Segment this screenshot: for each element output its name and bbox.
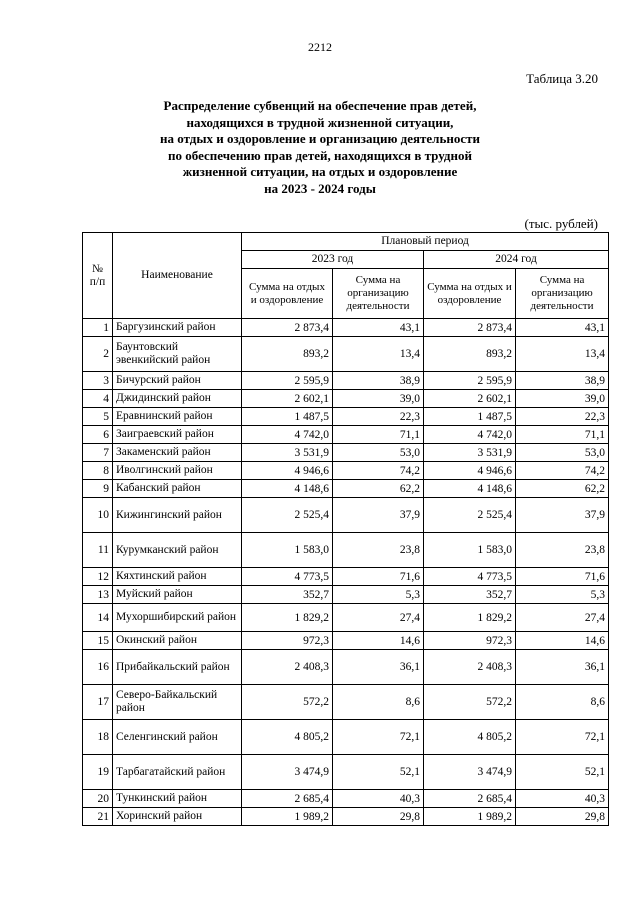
rest-2023-value: 4 946,6 xyxy=(242,462,333,480)
rest-2023-value: 972,3 xyxy=(242,632,333,650)
district-name: Иволгинский район xyxy=(113,462,242,480)
org-2023-value: 71,1 xyxy=(333,426,424,444)
district-name: Тарбагатайский район xyxy=(113,755,242,790)
district-name: Баргузинский район xyxy=(113,319,242,337)
row-number: 11 xyxy=(83,533,113,568)
table-row xyxy=(83,685,609,720)
org-2023-value: 72,1 xyxy=(333,720,424,755)
title-line: на отдых и оздоровление и организацию деятельности xyxy=(160,131,480,147)
district-name: Селенгинский район xyxy=(113,720,242,755)
table-row xyxy=(83,319,609,337)
rest-2024-value: 2 602,1 xyxy=(424,390,516,408)
district-name: Окинский район xyxy=(113,632,242,650)
row-number: 21 xyxy=(83,808,113,826)
rest-2023-value: 1 583,0 xyxy=(242,533,333,568)
title-line: жизненной ситуации, на отдых и оздоровление xyxy=(182,164,458,180)
subvention-table xyxy=(82,232,609,826)
rest-2023-value: 352,7 xyxy=(242,586,333,604)
org-2024-value: 13,4 xyxy=(516,337,609,372)
org-2024-value: 62,2 xyxy=(516,480,609,498)
table-row xyxy=(83,790,609,808)
rest-2024-value: 3 531,9 xyxy=(424,444,516,462)
rest-2024-value: 972,3 xyxy=(424,632,516,650)
org-2024-value: 40,3 xyxy=(516,790,609,808)
rest-2024-value: 2 595,9 xyxy=(424,372,516,390)
row-number: 19 xyxy=(83,755,113,790)
row-number: 14 xyxy=(83,604,113,632)
table-row xyxy=(83,650,609,685)
table-row xyxy=(83,480,609,498)
org-2024-value: 22,3 xyxy=(516,408,609,426)
row-number: 13 xyxy=(83,586,113,604)
org-2024-value: 27,4 xyxy=(516,604,609,632)
rest-2024-value: 1 487,5 xyxy=(424,408,516,426)
table-row xyxy=(83,498,609,533)
rest-2023-value: 4 773,5 xyxy=(242,568,333,586)
org-2024-value: 72,1 xyxy=(516,720,609,755)
header-year-2024: 2024 год xyxy=(424,251,609,269)
table-body xyxy=(83,319,609,826)
rest-2024-value: 4 805,2 xyxy=(424,720,516,755)
org-2023-value: 43,1 xyxy=(333,319,424,337)
table-row xyxy=(83,390,609,408)
rest-2023-value: 2 685,4 xyxy=(242,790,333,808)
table-row xyxy=(83,462,609,480)
district-name: Кижингинский район xyxy=(113,498,242,533)
org-2024-value: 37,9 xyxy=(516,498,609,533)
table-row xyxy=(83,604,609,632)
document-title xyxy=(60,98,580,198)
rest-2023-value: 1 487,5 xyxy=(242,408,333,426)
org-2023-value: 29,8 xyxy=(333,808,424,826)
rest-2023-value: 2 595,9 xyxy=(242,372,333,390)
row-number: 9 xyxy=(83,480,113,498)
org-2024-value: 53,0 xyxy=(516,444,609,462)
row-number: 2 xyxy=(83,337,113,372)
rest-2024-value: 4 773,5 xyxy=(424,568,516,586)
district-name: Прибайкальский район xyxy=(113,650,242,685)
district-name: Джидинский район xyxy=(113,390,242,408)
table-row xyxy=(83,755,609,790)
district-name: Закаменский район xyxy=(113,444,242,462)
header-number: № п/п xyxy=(83,233,113,319)
title-line: находящихся в трудной жизненной ситуации, xyxy=(186,114,454,130)
header-org-2024: Сумма на организацию деятельности xyxy=(516,269,609,319)
org-2023-value: 8,6 xyxy=(333,685,424,720)
rest-2024-value: 2 873,4 xyxy=(424,319,516,337)
district-name: Еравнинский район xyxy=(113,408,242,426)
district-name: Кабанский район xyxy=(113,480,242,498)
org-2023-value: 52,1 xyxy=(333,755,424,790)
rest-2024-value: 2 685,4 xyxy=(424,790,516,808)
rest-2024-value: 1 829,2 xyxy=(424,604,516,632)
table-row xyxy=(83,632,609,650)
org-2023-value: 37,9 xyxy=(333,498,424,533)
rest-2024-value: 1 583,0 xyxy=(424,533,516,568)
header-rest-2024: Сумма на отдых и оздоровление xyxy=(424,269,516,319)
district-name: Тункинский район xyxy=(113,790,242,808)
district-name: Хоринский район xyxy=(113,808,242,826)
district-name: Бичурский район xyxy=(113,372,242,390)
org-2024-value: 14,6 xyxy=(516,632,609,650)
row-number: 16 xyxy=(83,650,113,685)
district-name: Мухоршибирский район xyxy=(113,604,242,632)
org-2024-value: 5,3 xyxy=(516,586,609,604)
rest-2024-value: 2 525,4 xyxy=(424,498,516,533)
org-2023-value: 62,2 xyxy=(333,480,424,498)
rest-2024-value: 893,2 xyxy=(424,337,516,372)
rest-2024-value: 572,2 xyxy=(424,685,516,720)
header-year-2023: 2023 год xyxy=(242,251,424,269)
row-number: 3 xyxy=(83,372,113,390)
table-row xyxy=(83,533,609,568)
org-2024-value: 23,8 xyxy=(516,533,609,568)
header-planned-period: Плановый период xyxy=(242,233,609,251)
org-2024-value: 43,1 xyxy=(516,319,609,337)
row-number: 8 xyxy=(83,462,113,480)
table-row xyxy=(83,408,609,426)
org-2024-value: 29,8 xyxy=(516,808,609,826)
org-2023-value: 74,2 xyxy=(333,462,424,480)
row-number: 15 xyxy=(83,632,113,650)
org-2023-value: 14,6 xyxy=(333,632,424,650)
rest-2023-value: 2 873,4 xyxy=(242,319,333,337)
org-2024-value: 36,1 xyxy=(516,650,609,685)
district-name: Северо-Байкальский район xyxy=(113,685,242,720)
rest-2024-value: 3 474,9 xyxy=(424,755,516,790)
rest-2023-value: 1 989,2 xyxy=(242,808,333,826)
table-row xyxy=(83,372,609,390)
table-row xyxy=(83,720,609,755)
title-line: на 2023 - 2024 годы xyxy=(264,180,376,196)
row-number: 1 xyxy=(83,319,113,337)
row-number: 17 xyxy=(83,685,113,720)
title-line: по обеспечению прав детей, находящихся в трудной xyxy=(168,147,472,163)
org-2023-value: 40,3 xyxy=(333,790,424,808)
row-number: 7 xyxy=(83,444,113,462)
rest-2023-value: 1 829,2 xyxy=(242,604,333,632)
table-row xyxy=(83,808,609,826)
org-2023-value: 5,3 xyxy=(333,586,424,604)
district-name: Муйский район xyxy=(113,586,242,604)
district-name: Баунтовский эвенкийский район xyxy=(113,337,242,372)
table-row xyxy=(83,426,609,444)
units-note: (тыс. рублей) xyxy=(524,216,598,231)
rest-2023-value: 3 474,9 xyxy=(242,755,333,790)
header-name: Наименование xyxy=(113,233,242,319)
row-number: 4 xyxy=(83,390,113,408)
org-2024-value: 71,6 xyxy=(516,568,609,586)
table-row xyxy=(83,568,609,586)
row-number: 6 xyxy=(83,426,113,444)
district-name: Кяхтинский район xyxy=(113,568,242,586)
org-2023-value: 39,0 xyxy=(333,390,424,408)
rest-2023-value: 4 742,0 xyxy=(242,426,333,444)
rest-2024-value: 4 148,6 xyxy=(424,480,516,498)
rest-2023-value: 893,2 xyxy=(242,337,333,372)
rest-2023-value: 2 408,3 xyxy=(242,650,333,685)
header-org-2023: Сумма на организацию деятельности xyxy=(333,269,424,319)
rest-2023-value: 3 531,9 xyxy=(242,444,333,462)
org-2023-value: 38,9 xyxy=(333,372,424,390)
rest-2023-value: 572,2 xyxy=(242,685,333,720)
district-name: Курумканский район xyxy=(113,533,242,568)
row-number: 10 xyxy=(83,498,113,533)
rest-2024-value: 2 408,3 xyxy=(424,650,516,685)
row-number: 12 xyxy=(83,568,113,586)
table-row xyxy=(83,586,609,604)
rest-2024-value: 4 946,6 xyxy=(424,462,516,480)
table-row xyxy=(83,444,609,462)
org-2024-value: 8,6 xyxy=(516,685,609,720)
row-number: 5 xyxy=(83,408,113,426)
rest-2023-value: 2 525,4 xyxy=(242,498,333,533)
row-number: 18 xyxy=(83,720,113,755)
rest-2024-value: 4 742,0 xyxy=(424,426,516,444)
org-2023-value: 27,4 xyxy=(333,604,424,632)
title-line: Распределение субвенций на обеспечение прав детей, xyxy=(163,98,477,113)
org-2024-value: 71,1 xyxy=(516,426,609,444)
rest-2023-value: 4 805,2 xyxy=(242,720,333,755)
org-2023-value: 53,0 xyxy=(333,444,424,462)
org-2024-value: 74,2 xyxy=(516,462,609,480)
rest-2023-value: 2 602,1 xyxy=(242,390,333,408)
org-2023-value: 23,8 xyxy=(333,533,424,568)
table-row xyxy=(83,337,609,372)
org-2023-value: 13,4 xyxy=(333,337,424,372)
table-caption: Таблица 3.20 xyxy=(526,71,598,86)
org-2023-value: 36,1 xyxy=(333,650,424,685)
org-2024-value: 52,1 xyxy=(516,755,609,790)
org-2024-value: 38,9 xyxy=(516,372,609,390)
org-2023-value: 22,3 xyxy=(333,408,424,426)
rest-2023-value: 4 148,6 xyxy=(242,480,333,498)
row-number: 20 xyxy=(83,790,113,808)
org-2023-value: 71,6 xyxy=(333,568,424,586)
org-2024-value: 39,0 xyxy=(516,390,609,408)
rest-2024-value: 352,7 xyxy=(424,586,516,604)
rest-2024-value: 1 989,2 xyxy=(424,808,516,826)
header-rest-2023: Сумма на отдых и оздоровление xyxy=(242,269,333,319)
district-name: Заиграевский район xyxy=(113,426,242,444)
page-number: 2212 xyxy=(308,40,332,54)
